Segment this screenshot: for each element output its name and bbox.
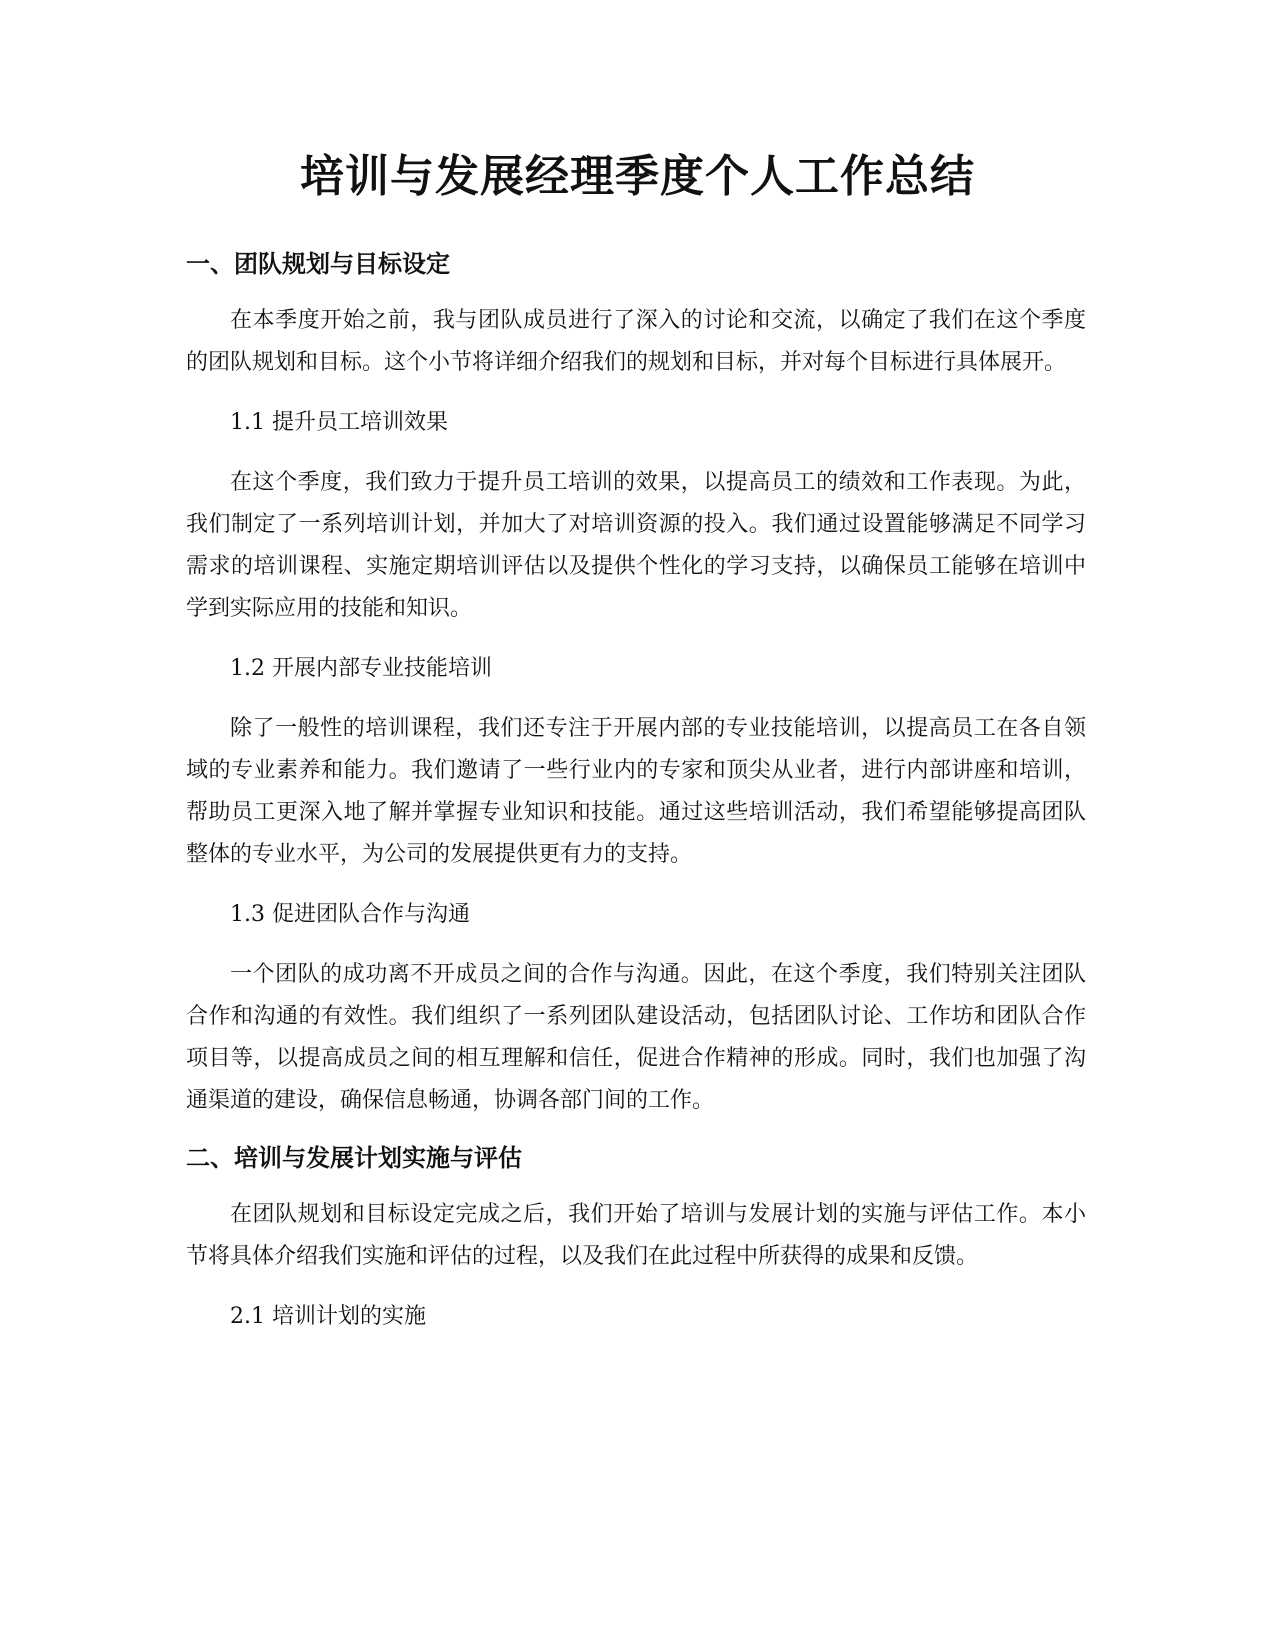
subsection-heading-2-1: 2.1 培训计划的实施 [230, 1304, 426, 1329]
section-intro-2: 在团队规划和目标设定完成之后，我们开始了培训与发展计划的实施与评估工作。本小节将具体介绍我们实施和评估的过程，以及我们在此过程中所获得的成果和反馈。 [186, 1202, 1086, 1269]
document-title: 培训与发展经理季度个人工作总结 [300, 151, 975, 202]
section-intro-1: 在本季度开始之前，我与团队成员进行了深入的讨论和交流，以确定了我们在这个季度的团队规划和目标。这个小节将详细介绍我们的规划和目标，并对每个目标进行具体展开。 [186, 308, 1086, 375]
subsection-heading-1-2: 1.2 开展内部专业技能培训 [230, 656, 492, 681]
subsection-body-1-1: 在这个季度，我们致力于提升员工培训的效果，以提高员工的绩效和工作表现。为此，我们制定了一系列培训计划，并加大了对培训资源的投入。我们通过设置能够满足不同学习需求的培训课程、实施定期培训评估以及提供个性化的学习支持，以确保员工能够在培训中学到实际应用的技能和知识。 [186, 470, 1086, 621]
subsection-body-1-2: 除了一般性的培训课程，我们还专注于开展内部的专业技能培训，以提高员工在各自领域的专业素养和能力。我们邀请了一些行业内的专家和顶尖从业者，进行内部讲座和培训，帮助员工更深入地了解并掌握专业知识和技能。通过这些培训活动，我们希望能够提高团队整体的专业水平，为公司的发展提供更有力的支持。 [186, 716, 1086, 867]
section-heading-1: 一、团队规划与目标设定 [186, 250, 450, 278]
subsection-heading-1-3: 1.3 促进团队合作与沟通 [230, 902, 470, 927]
document-body [186, 246, 1086, 1356]
section-heading-2: 二、培训与发展计划实施与评估 [186, 1144, 522, 1172]
subsection-heading-1-1: 1.1 提升员工培训效果 [230, 410, 448, 435]
subsection-body-1-3: 一个团队的成功离不开成员之间的合作与沟通。因此，在这个季度，我们特别关注团队合作和沟通的有效性。我们组织了一系列团队建设活动，包括团队讨论、工作坊和团队合作项目等，以提高成员之间的相互理解和信任，促进合作精神的形成。同时，我们也加强了沟通渠道的建设，确保信息畅通，协调各部门间的工作。 [186, 962, 1086, 1113]
